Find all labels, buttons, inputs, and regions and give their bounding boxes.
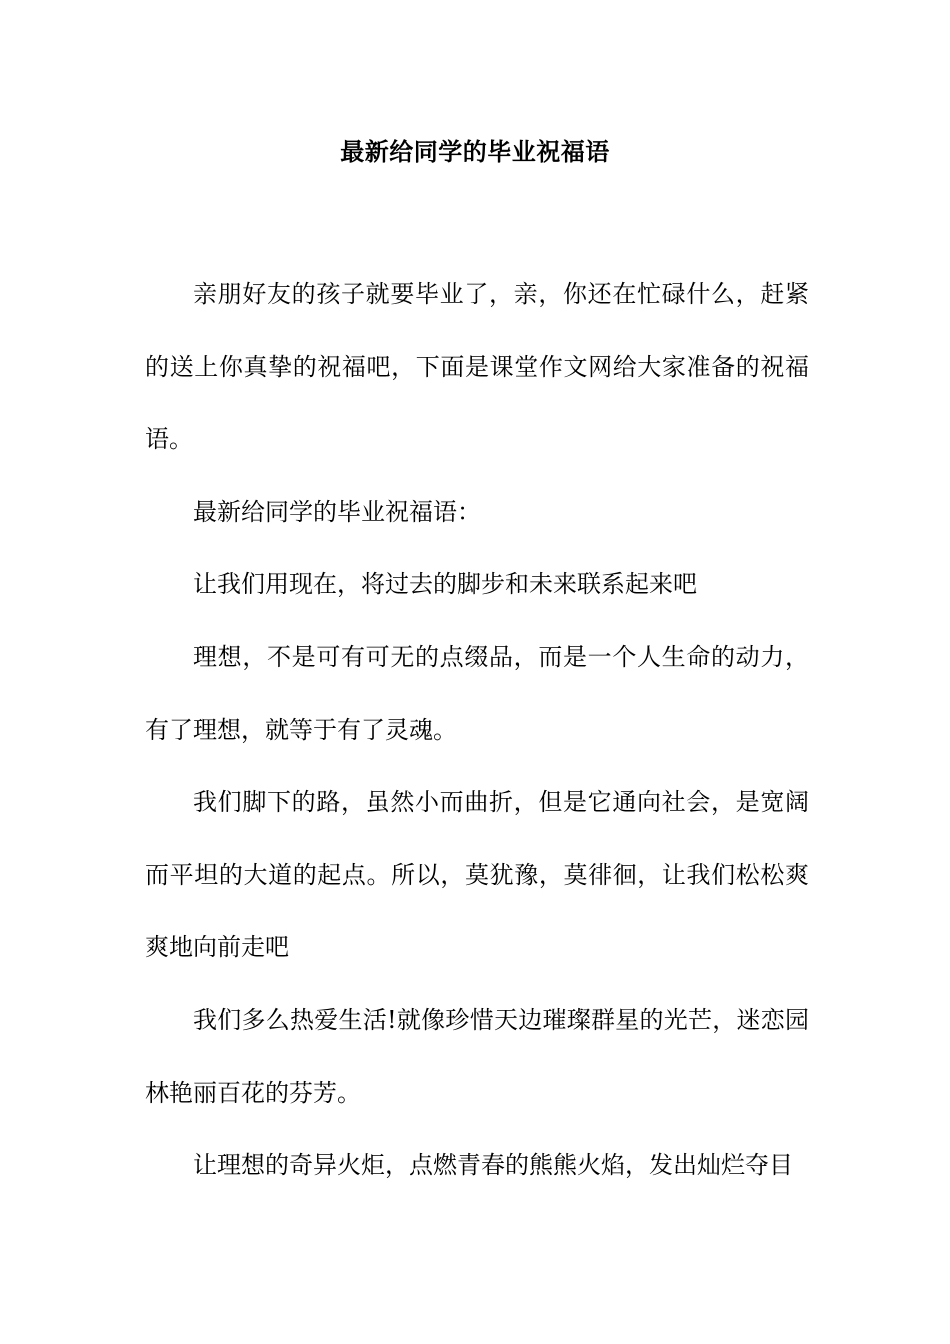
paragraph-intro: 亲朋好友的孩子就要毕业了，亲，你还在忙碌什么，赶紧的送上你真挚的祝福吧，下面是课堂作文网给大家准备的祝福语。 xyxy=(145,280,809,454)
document-body xyxy=(145,258,809,1202)
document-title: 最新给同学的毕业祝福语 xyxy=(340,137,610,166)
paragraph-wish-2: 理想，不是可有可无的点缀品，而是一个人生命的动力，有了理想，就等于有了灵魂。 xyxy=(145,642,809,744)
paragraph-wish-1: 让我们用现在，将过去的脚步和未来联系起来吧 xyxy=(193,570,697,599)
paragraph-wish-3: 我们脚下的路，虽然小而曲折，但是它通向社会，是宽阔而平坦的大道的起点。所以，莫犹豫，莫徘徊，让我们松松爽爽地向前走吧 xyxy=(145,788,809,962)
paragraph-subheading: 最新给同学的毕业祝福语： xyxy=(193,497,481,526)
paragraph-wish-5: 让理想的奇异火炬，点燃青春的熊熊火焰，发出灿烂夺目 xyxy=(193,1151,793,1180)
paragraph-wish-4: 我们多么热爱生活!就像珍惜天边璀璨群星的光芒，迷恋园林艳丽百花的芬芳。 xyxy=(145,1005,809,1107)
